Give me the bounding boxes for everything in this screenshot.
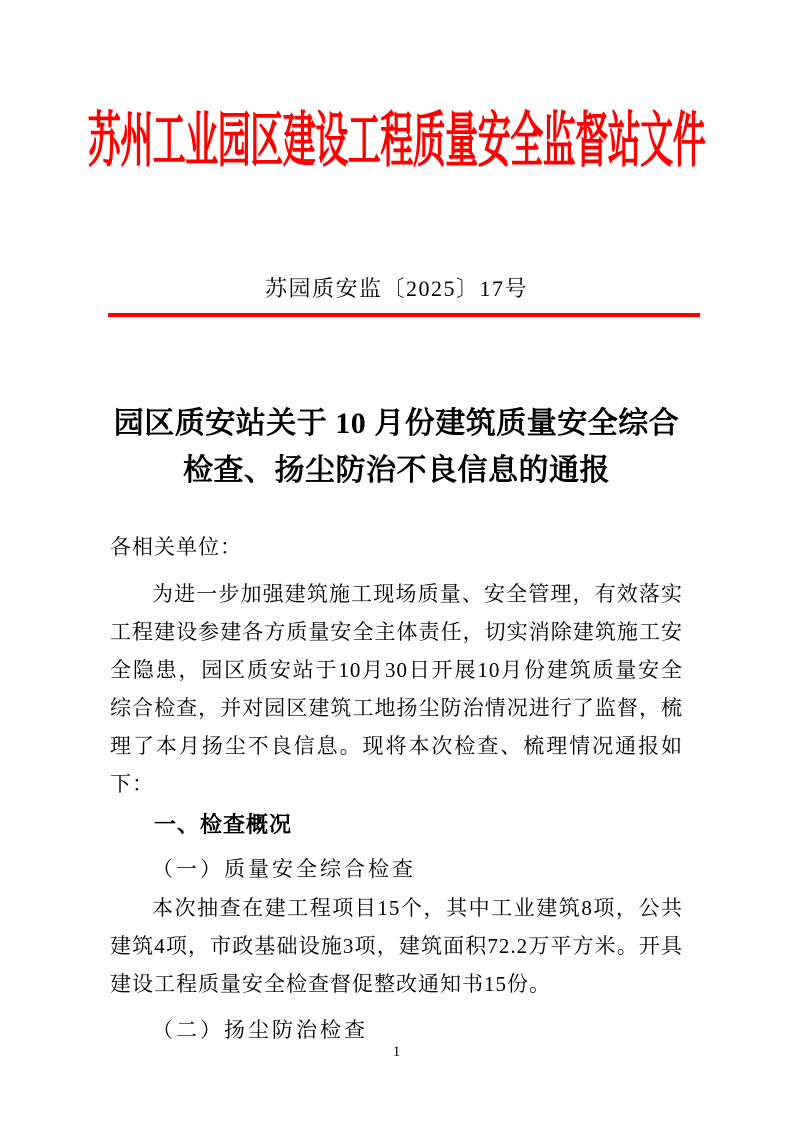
section-1-sub1-paragraph: 本次抽查在建工程项目15个，其中工业建筑8项，公共建筑4项，市政基础设施3项，建筑面积72.2万平方米。开具建设工程质量安全检查督促整改通知书15份。 [110,896,683,996]
document-title-line2: 检查、扬尘防治不良信息的通报 [183,454,610,487]
letterhead-banner [0,110,793,176]
document-reference-number: 苏园质安监〔2025〕17号 [264,276,528,301]
page-number: 1 [392,1044,401,1060]
document-title [0,400,793,494]
document-title-line1: 园区质安站关于 10 月份建筑质量安全综合 [113,407,680,440]
document-body [110,528,683,1047]
section-1-heading: 一、检查概况 [154,812,293,837]
salutation: 各相关单位： [110,535,242,559]
section-1-subheading-1: （一）质量安全综合检查 [152,857,416,881]
section-1-subheading-2: （二）扬尘防治检查 [152,1018,368,1042]
intro-paragraph: 为进一步加强建筑施工现场质量、安全管理，有效落实工程建设参建各方质量安全主体责任，切实消除建筑施工安全隐患，园区质安站于10月30日开展10月份建筑质量安全综合检查，并对园区建筑工地扬尘防治情况进行了监督，梳理了本月扬尘不良信息。现将本次检查、梳理情况通报如下： [110,582,683,796]
letterhead-org-title: 苏州工业园区建设工程质量安全监督站文件 [87,110,706,176]
red-divider-rule [108,313,700,317]
